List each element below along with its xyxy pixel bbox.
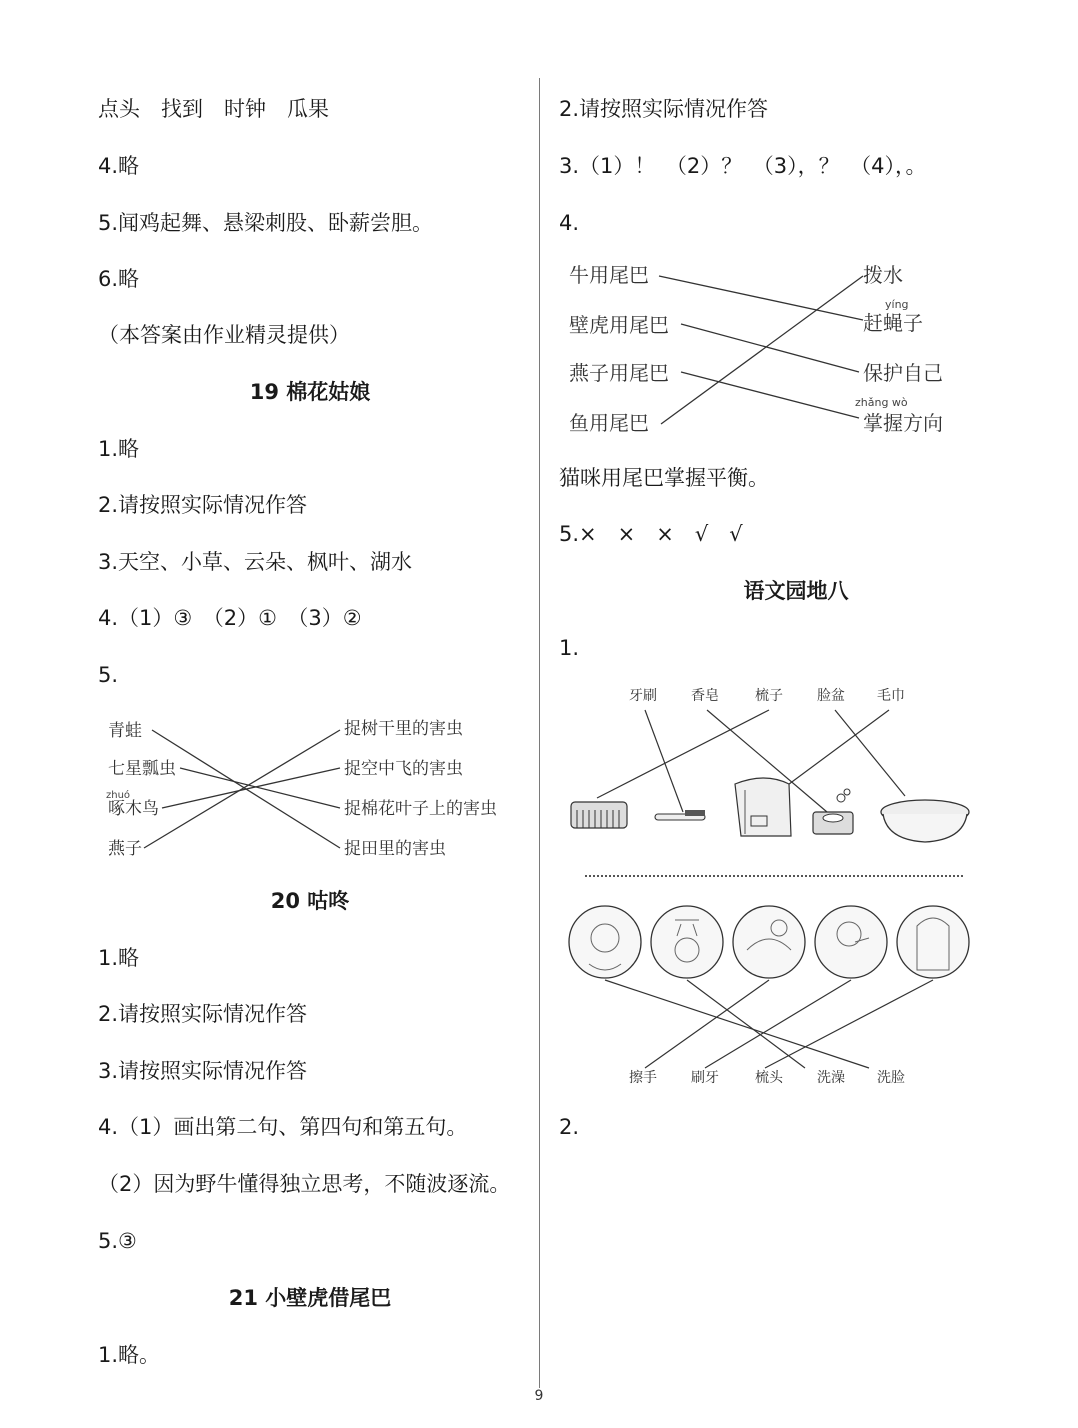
match-right-item: 保护自己	[863, 361, 943, 385]
action-label: 擦手	[629, 1070, 657, 1086]
match-left-item: 鱼用尾巴	[569, 411, 649, 435]
answer-line: 3.天空、小草、云朵、枫叶、湖水	[98, 550, 413, 574]
pinyin-annotation: zhǎng wò	[855, 396, 908, 409]
match-left-item: 燕子	[108, 839, 142, 859]
answer-line: 5.闻鸡起舞、悬梁刺股、卧薪尝胆。	[98, 211, 434, 235]
scene-comb-hair-icon	[897, 906, 969, 978]
section-title: 19 棉花姑娘	[249, 380, 371, 404]
basin-icon	[881, 800, 969, 842]
answer-line: 4.	[559, 211, 580, 235]
action-label: 洗脸	[877, 1070, 905, 1086]
answer-line: 4.（1）③ （2）① （3）②	[98, 606, 362, 630]
match-right-item: 赶蝇子	[863, 311, 923, 335]
towel-icon	[735, 778, 791, 836]
match-right-item: 捉棉花叶子上的害虫	[344, 799, 497, 819]
match-right-item: 捉树干里的害虫	[344, 719, 463, 739]
source-note: （本答案由作业精灵提供）	[98, 323, 350, 347]
toothbrush-icon	[655, 810, 705, 820]
object-label: 毛巾	[877, 688, 905, 704]
soap-icon	[813, 789, 853, 834]
column-divider	[539, 78, 540, 1388]
object-label: 香皂	[691, 688, 719, 704]
answer-line: 1.略	[98, 946, 140, 970]
answer-line: 6.略	[98, 267, 140, 291]
answer-line: （2）因为野牛懂得独立思考，不随波逐流。	[98, 1172, 511, 1196]
object-label: 牙刷	[629, 688, 657, 704]
section-title: 20 咕咚	[270, 889, 350, 913]
match-left-item: 牛用尾巴	[569, 263, 649, 287]
match-right-item: 捉空中飞的害虫	[344, 759, 463, 779]
scene-dry-hands-icon	[733, 906, 805, 978]
comb-icon	[571, 802, 627, 828]
answer-line: 4.略	[98, 154, 140, 178]
match-right-item: 捉田里的害虫	[344, 839, 446, 859]
scene-shower-icon	[651, 906, 723, 978]
pinyin-annotation: yíng	[885, 298, 909, 311]
scene-wash-face-icon	[569, 906, 641, 978]
match-right-item: 掌握方向	[863, 411, 943, 435]
scene-brush-teeth-icon	[815, 906, 887, 978]
match-left-item: 壁虎用尾巴	[569, 313, 669, 337]
answer-line: 1.略。	[98, 1343, 161, 1367]
section-title: 21 小壁虎借尾巴	[228, 1286, 392, 1310]
pinyin-annotation: zhuó	[106, 790, 131, 801]
object-label: 梳子	[755, 688, 783, 704]
answer-line: 2.请按照实际情况作答	[98, 493, 308, 517]
matching-figure-hygiene	[565, 680, 985, 1090]
answer-line: 1.	[559, 636, 580, 660]
answer-line: 3.请按照实际情况作答	[98, 1059, 308, 1083]
action-label: 刷牙	[691, 1070, 719, 1086]
matching-figure-tails	[563, 250, 993, 440]
action-label: 梳头	[755, 1070, 783, 1086]
page-number: 9	[534, 1388, 544, 1404]
answer-line: 5.× × × √ √	[559, 522, 743, 546]
match-left-item: 七星瓢虫	[108, 759, 176, 779]
answer-line: 猫咪用尾巴掌握平衡。	[559, 466, 769, 490]
matching-figure-insects	[100, 710, 520, 870]
section-title: 语文园地八	[743, 579, 849, 603]
answer-line: 2.请按照实际情况作答	[559, 97, 769, 121]
answer-line: 2.请按照实际情况作答	[98, 1002, 308, 1026]
match-left-item: 青蛙	[108, 721, 142, 741]
answer-line: 2.	[559, 1115, 580, 1139]
answer-line: 5.③	[98, 1229, 137, 1253]
answer-line: 1.略	[98, 437, 140, 461]
answer-line: 5.	[98, 663, 119, 687]
answer-line: 4.（1）画出第二句、第四句和第五句。	[98, 1115, 468, 1139]
match-left-item: 啄木鸟	[108, 799, 159, 819]
match-right-item: 拨水	[863, 263, 903, 287]
answer-line: 点头 找到 时钟 瓜果	[98, 97, 329, 121]
action-label: 洗澡	[817, 1070, 845, 1086]
answer-line: 3.（1）！ （2）？ （3），？ （4），。	[559, 154, 927, 178]
match-left-item: 燕子用尾巴	[569, 361, 669, 385]
object-label: 脸盆	[817, 688, 845, 704]
